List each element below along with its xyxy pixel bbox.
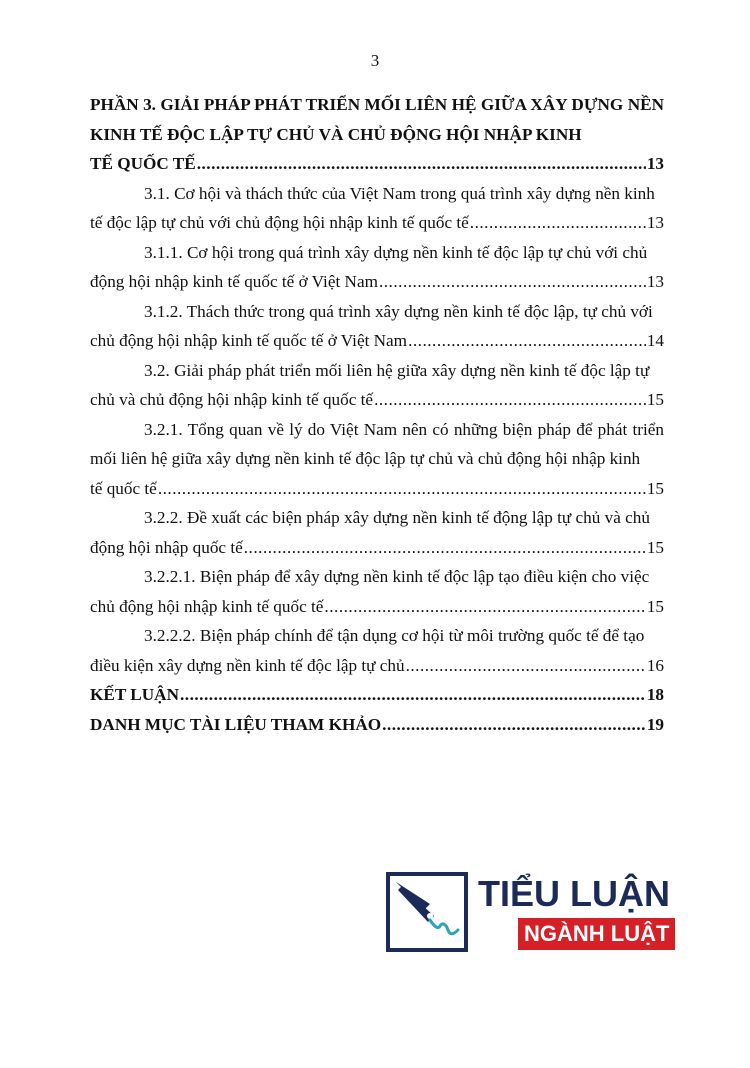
toc-entry[interactable] (90, 179, 664, 238)
toc-entry-last-line: động hội nhập kinh tế quốc tế ở Việt Nam (90, 272, 378, 291)
toc-page-number: 15 (646, 478, 664, 498)
toc-page-number: 15 (646, 537, 664, 557)
toc-entry-text: 3.2.1. Tổng quan về lý do Việt Nam nên có những biện pháp để phát triển mối liên hệ giữa xây dựng nền kinh tế độc lập tự chủ và chủ động hội nhập kinh (90, 419, 664, 468)
toc-entry[interactable] (90, 503, 664, 562)
dot-leader (158, 474, 646, 504)
page-number: 3 (370, 51, 380, 70)
toc-entry[interactable] (90, 415, 664, 504)
brand-logo (386, 872, 670, 960)
toc-entry-text: 3.1.2. Thách thức trong quá trình xây dựng nền kinh tế độc lập, tự chủ với (144, 301, 653, 321)
toc-page-number: 18 (646, 685, 664, 704)
dot-leader (244, 533, 646, 563)
logo-title: TIỂU LUẬN (478, 873, 670, 914)
dot-leader (382, 710, 646, 740)
dot-leader (408, 326, 646, 356)
toc-entry-text: 3.1. Cơ hội và thách thức của Việt Nam trong quá trình xây dựng nền kinh (144, 183, 655, 203)
toc-entry-last-line: KẾT LUẬN (90, 685, 179, 704)
toc-entry-last-line: TẾ QUỐC TẾ (90, 154, 196, 173)
dot-leader (324, 592, 645, 622)
table-of-contents (90, 90, 664, 739)
dot-leader (180, 680, 646, 710)
toc-page-number: 15 (646, 596, 664, 616)
dot-leader (197, 149, 646, 179)
toc-page-number: 13 (646, 213, 664, 232)
toc-entry[interactable] (90, 297, 664, 356)
toc-page-number: 19 (646, 714, 664, 734)
toc-entry-last-line: chủ và chủ động hội nhập kinh tế quốc tế (90, 390, 374, 409)
toc-entry-text: 3.2.2.1. Biện pháp để xây dựng nền kinh tế độc lập tạo điều kiện cho việc (144, 567, 650, 586)
dot-leader (374, 385, 646, 415)
toc-page-number: 13 (646, 154, 664, 173)
toc-entry-last-line: chủ động hội nhập kinh tế quốc tế ở Việt Nam (90, 331, 408, 350)
pen-nib-icon (386, 872, 468, 952)
toc-entry[interactable] (90, 562, 664, 621)
toc-entry[interactable] (90, 238, 664, 297)
toc-entry-text: PHẦN 3. GIẢI PHÁP PHÁT TRIỂN MỐI LIÊN HỆ GIỮA XÂY DỰNG NỀN KINH TẾ ĐỘC LẬP TỰ CHỦ VÀ CHỦ ĐỘNG HỘI NHẬP KINH (90, 95, 664, 144)
toc-entry[interactable] (90, 356, 664, 415)
logo-subtitle: NGÀNH LUẬT (518, 918, 675, 950)
toc-entry-last-line: tế độc lập tự chủ với chủ động hội nhập kinh tế quốc tế (90, 213, 469, 232)
toc-page-number: 13 (646, 272, 664, 291)
toc-entry-last-line: điều kiện xây dựng nền kinh tế độc lập tự chủ (90, 655, 405, 675)
toc-entry[interactable] (90, 621, 664, 680)
toc-entry-last-line: chủ động hội nhập kinh tế quốc tế (90, 596, 324, 616)
toc-entry-last-line: DANH MỤC TÀI LIỆU THAM KHẢO (90, 714, 382, 734)
toc-entry[interactable] (90, 710, 664, 740)
dot-leader (470, 208, 646, 238)
toc-entry-text: 3.2. Giải pháp phát triển mối liên hệ giữa xây dựng nền kinh tế độc lập tự (144, 360, 650, 380)
dot-leader (406, 651, 646, 681)
toc-entry-text: 3.2.2.2. Biện pháp chính để tận dụng cơ hội từ môi trường quốc tế để tạo (144, 626, 645, 645)
toc-entry-last-line: động hội nhập quốc tế (90, 537, 243, 557)
dot-leader (379, 267, 646, 297)
toc-entry[interactable] (90, 680, 664, 710)
toc-page-number: 16 (646, 655, 664, 675)
toc-entry[interactable] (90, 90, 664, 179)
toc-entry-text: 3.2.2. Đề xuất các biện pháp xây dựng nền kinh tế động lập tự chủ và chủ (144, 508, 650, 527)
toc-entry-text: 3.1.1. Cơ hội trong quá trình xây dựng nền kinh tế độc lập tự chủ với chủ (144, 242, 648, 262)
toc-entry-last-line: tế quốc tế (90, 478, 157, 498)
toc-page-number: 14 (646, 331, 664, 350)
toc-page-number: 15 (646, 390, 664, 409)
